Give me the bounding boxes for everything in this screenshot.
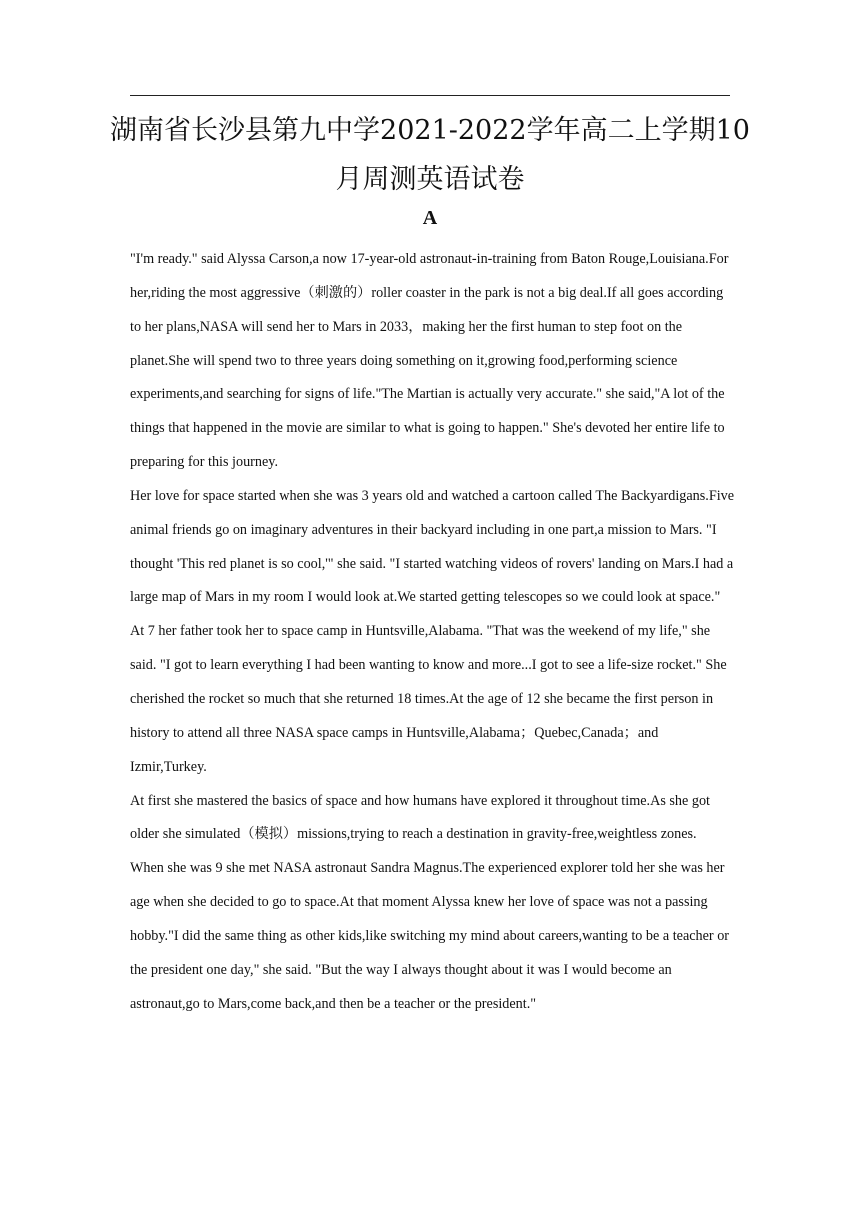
reading-passage	[130, 243, 736, 1021]
paragraph: When she was 9 she met NASA astronaut Sandra Magnus.The experienced explorer told her she was her age when she decided to go to space.At that moment Alyssa knew her love of space was not a passing hobby."I did the same thing as other kids,like switching my mind about careers,wanting to be a teacher or the president one day," she said. "But the way I always thought about it was I would become an astronaut,go to Mars,come back,and then be a teacher or the president."	[130, 860, 730, 1012]
paragraph: At 7 her father took her to space camp in Huntsville,Alabama. "That was the weekend of my life," she said. "I got to learn everything I had been wanting to know and more...I got to see a life-size rocket." She cherished the rocket so much that she returned 18 times.At the age of 12 she became the first person in history to attend all three NASA space camps in Huntsville,Alabama；Quebec,Canada；and Izmir,Turkey.	[130, 623, 727, 775]
paragraph: Her love for space started when she was 3 years old and watched a cartoon called The Backyardigans.Five animal friends go on imaginary adventures in their backyard including in one part,a mission to Mars. "I thought 'This red planet is so cool,'" she said. "I started watching videos of rovers' landing on Mars.I had a large map of Mars in my room I would look at.We started getting telescopes so we could look at space."	[130, 487, 735, 606]
header-rule	[130, 95, 730, 96]
section-label: A	[422, 207, 438, 229]
document-title: 湖南省长沙县第九中学2021-2022学年高二上学期10月周测英语试卷	[110, 115, 750, 195]
paragraph: At first she mastered the basics of space and how humans have explored it throughout time.As she got older she simulated（模拟）missions,trying to reach a destination in gravity-free,weightless zones.	[130, 792, 710, 843]
paragraph: "I'm ready." said Alyssa Carson,a now 17-year-old astronaut-in-training from Baton Rouge,Louisiana.For her,riding the most aggressive（刺激的）roller coaster in the park is not a big deal.If all goes according to her plans,NASA will send her to Mars in 2033，making her the first human to step foot on the planet.She will spend two to three years doing something on it,growing food,performing science experiments,and searching for signs of life."The Martian is actually very accurate." she said,"A lot of the things that happened in the movie are similar to what is going to happen." She's devoted her entire life to preparing for this journey.	[130, 251, 729, 471]
